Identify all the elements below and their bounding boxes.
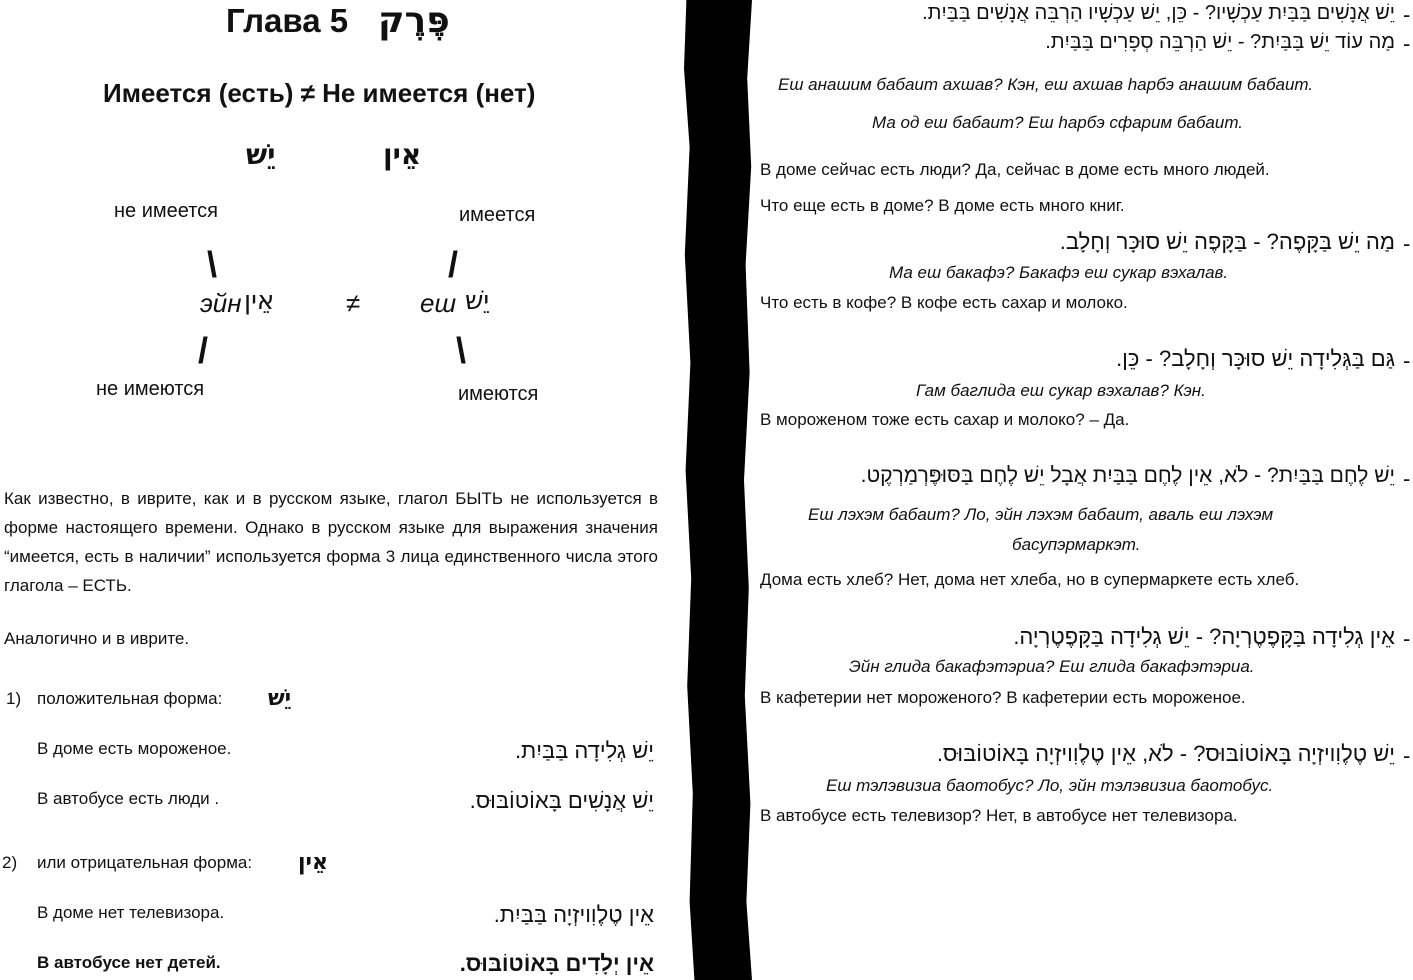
- dialog-russian: В мороженом тоже есть сахар и молоко? – Да.: [760, 410, 1130, 429]
- positive-form-number: 1): [6, 689, 22, 708]
- dialog-russian: Что еще есть в доме? В доме есть много книг.: [760, 196, 1125, 215]
- ein-heading: אֵין: [383, 138, 422, 171]
- torn-page-divider: [672, 0, 752, 980]
- negative-example-russian: В доме нет телевизора.: [37, 903, 225, 922]
- dialog-hebrew-line: מַה עוֹד יֵשׁ בַּבַּיִת? - יֵשׁ הַרְבֵּה סְפָרִים בַּבַּיִת.: [1045, 31, 1395, 53]
- chapter-title-hebrew: פֶּרֶק: [378, 0, 450, 41]
- diagram-label-not-have: не имеется: [114, 200, 218, 222]
- diagram-yesh-hebrew: יֵשׁ: [465, 286, 490, 316]
- dialog-dash: -: [1403, 743, 1411, 768]
- diagram-connector: \: [456, 330, 467, 371]
- dialog-dash: -: [1403, 466, 1411, 491]
- negative-form-word: אֵין: [298, 850, 329, 875]
- diagram-not-equal: ≠: [346, 288, 361, 318]
- diagram-connector: /: [448, 244, 459, 285]
- dialog-transliteration: Эйн глида бакафэтэриа? Еш глида бакафэтэриа.: [849, 657, 1255, 676]
- dialog-dash: -: [1403, 348, 1411, 373]
- chapter-title: Глава 5: [226, 2, 349, 39]
- analogy-note: Аналогично и в иврите.: [4, 629, 190, 648]
- dialog-hebrew-line: יֵשׁ אֲנָשִׁים בַּבַּיִת עַכְשָׁיו? - כֵּן, יֵשׁ עַכְשָׁיו הַרְבֵּה אֲנָשִׁים בַּבַּיִת.: [922, 2, 1395, 24]
- diagram-connector: /: [198, 330, 209, 371]
- negative-example-hebrew: אֵין טֶלֶוִויזְיָה בַּבַּיִת.: [493, 902, 654, 927]
- dialog-russian: В доме сейчас есть люди? Да, сейчас в доме есть много людей.: [760, 160, 1270, 179]
- diagram-connector: \: [207, 244, 218, 285]
- diagram-label-have-plural: имеются: [458, 383, 539, 405]
- dialog-hebrew-line: יֵשׁ טֶלֶוִויזְיָה בָּאוֹטוֹבּוּס? - לֹא, אֵין טֶלֶוִויזְיָה בָּאוֹטוֹבּוּס.: [936, 741, 1395, 766]
- positive-example-hebrew: יֵשׁ אֲנָשִׁים בָּאוֹטוֹבּוּס.: [469, 788, 654, 813]
- dialog-dash: -: [1403, 626, 1411, 651]
- positive-form-label: положительная форма:: [37, 689, 223, 708]
- diagram-ein-translit: эйн: [200, 288, 242, 318]
- dialog-russian: Что есть в кофе? В кофе есть сахар и молоко.: [760, 293, 1128, 312]
- positive-example-russian: В автобусе есть люди .: [37, 789, 220, 808]
- explanation-paragraph: Как известно, в иврите, как и в русском языке, глагол БЫТЬ не используется в форме настоящего времени. Однако в русском языке для выражения значения “имеется, есть в наличии” используется форма 3 лица единственного числа этого глагола – ЕСТЬ.: [4, 489, 658, 595]
- dialog-hebrew-line: יֵשׁ לֶחֶם בַּבַּיִת? - לֹא, אֵין לֶחֶם בַּבַּיִת אֲבָל יֵשׁ לֶחֶם בַּסּוּפֶּרְמַרְקֶט.: [860, 464, 1395, 487]
- dialog-transliteration: Ма од еш бабаит? Еш hарбэ сфарим бабаит.: [872, 113, 1244, 132]
- positive-example-hebrew: יֵשׁ גְלִידָה בַּבַּיִת.: [514, 738, 654, 763]
- dialog-transliteration: Еш тэлэвизиа баотобус? Ло, эйн тэлэвизиа баотобус.: [826, 776, 1274, 795]
- dialog-russian: В кафетерии нет мороженого? В кафетерии есть мороженое.: [760, 688, 1246, 707]
- negative-form-number: 2): [2, 853, 18, 872]
- dialog-hebrew-line: גַּם בַּגְּלִידָה יֵשׁ סוּכָּר וְחָלָב? - כֵּן.: [1116, 346, 1395, 371]
- page-subtitle: Имеется (есть) ≠ Не имеется (нет): [103, 78, 536, 108]
- dialog-russian: В автобусе есть телевизор? Нет, в автобусе нет телевизора.: [760, 806, 1238, 825]
- dialog-dash: -: [1403, 2, 1411, 27]
- negative-example-hebrew: אֵין יְלָדִים בָּאוֹטוֹבּוּס.: [459, 951, 654, 976]
- dialog-transliteration: Еш лэхэм бабаит? Ло, эйн лэхэм бабаит, аваль еш лэхэм: [808, 505, 1274, 524]
- negative-example-russian: В автобусе нет детей.: [37, 953, 221, 972]
- diagram-yesh-translit: еш: [420, 288, 457, 318]
- dialog-dash: -: [1403, 231, 1411, 256]
- dialog-transliteration: Ма еш бакафэ? Бакафэ еш сукар вэхалав.: [889, 263, 1229, 282]
- diagram-ein-hebrew: אֵין: [244, 286, 275, 316]
- dialog-transliteration: басупэрмаркэт.: [1012, 535, 1141, 554]
- negative-form-label: или отрицательная форма:: [37, 853, 253, 872]
- dialog-dash: -: [1403, 31, 1411, 56]
- dialog-transliteration: Гам баглида еш сукар вэхалав? Кэн.: [916, 381, 1206, 400]
- dialog-russian: Дома есть хлеб? Нет, дома нет хлеба, но в супермаркете есть хлеб.: [760, 570, 1300, 589]
- dialog-transliteration: Еш анашим бабаит ахшав? Кэн, еш ахшав hарбэ анашим бабаит.: [778, 75, 1314, 94]
- positive-form-word: יֵשׁ: [268, 686, 292, 711]
- dialog-hebrew-line: מַה יֵשׁ בַּקָּפֶה? - בַּקָּפֶה יֵשׁ סוּכָּר וְחָלָב.: [1059, 229, 1395, 254]
- positive-example-russian: В доме есть мороженое.: [37, 739, 232, 758]
- diagram-label-have: имеется: [459, 204, 536, 226]
- dialog-hebrew-line: אֵין גְלִידָה בַּקָּפֶטֶרְיָה? - יֵשׁ גְלִידָה בַּקָּפֶטֶרְיָה.: [1013, 624, 1395, 649]
- diagram-label-not-have-plural: не имеются: [96, 378, 205, 400]
- yesh-heading: יֵשׁ: [246, 138, 276, 171]
